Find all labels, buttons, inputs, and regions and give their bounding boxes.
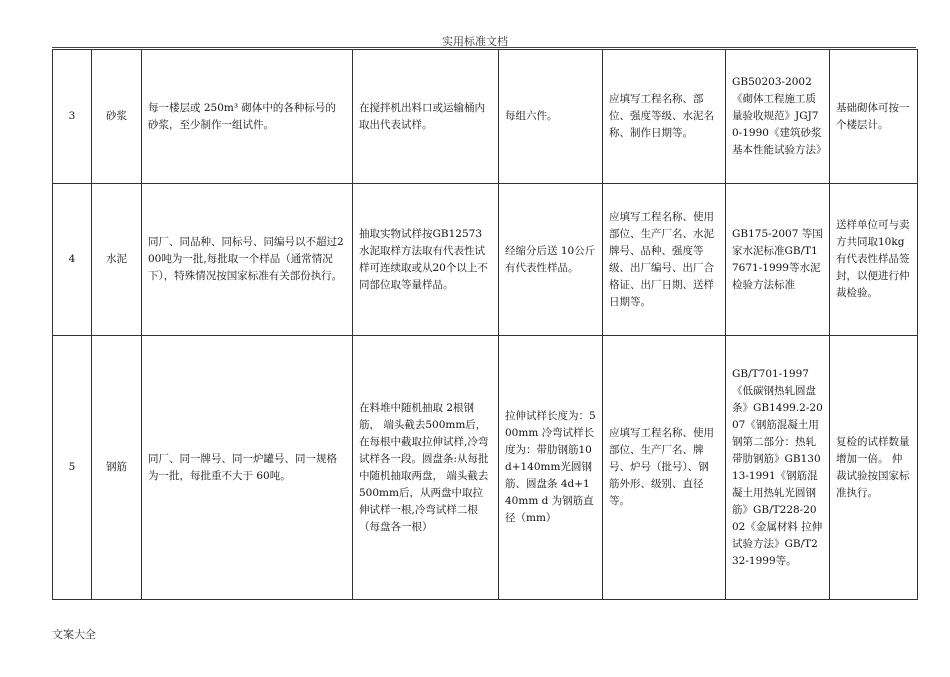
fill-requirements: 应填写工程名称、使用部位、生产厂名、牌号、炉号（批号）、钢筋外形、级别、直径等。 — [603, 336, 726, 600]
batch-rule: 同厂、同品种、同标号、同编号以不超过200吨为一批,每批取一个样品（通常情况下），特殊情况按国家标准有关部份执行。 — [142, 184, 353, 336]
batch-rule: 同厂、同一牌号、同一炉罐号、同一规格为一批，每批重不大于 60吨。 — [142, 336, 353, 600]
test-standard: GB175-2007 等国家水泥标准GB/T17671-1999等水泥检验方法标准 — [726, 184, 830, 336]
row-number: 4 — [53, 184, 92, 336]
sample-quantity: 拉伸试样长度为：500mm 冷弯试样长度为：带肋钢筋10d+140mm光圆钢筋、圆盘条 4d+140mm d 为钢筋直径（mm） — [499, 336, 603, 600]
row-number: 5 — [53, 336, 92, 600]
page-header: 实用标准文档 — [442, 35, 508, 48]
material-name: 砂浆 — [92, 50, 142, 184]
fill-requirements: 应填写工程名称、使用部位、生产厂名、水泥牌号、品种、强度等级、出厂编号、出厂合格证、出厂日期、送样日期等。 — [603, 184, 726, 336]
test-standard: GB50203-2002《砌体工程施工质量验收规范》JGJ70-1990《建筑砂浆基本性能试验方法》 — [726, 50, 830, 184]
batch-rule: 每一楼层或 250m³ 砌体中的各种标号的砂浆，至少制作一组试件。 — [142, 50, 353, 184]
sample-quantity: 每组六件。 — [499, 50, 603, 184]
row-number: 3 — [53, 50, 92, 184]
material-testing-table — [52, 49, 918, 600]
fill-requirements: 应填写工程名称、部位、强度等级、水泥名称、制作日期等。 — [603, 50, 726, 184]
sample-quantity: 经缩分后送 10公斤有代表性样品。 — [499, 184, 603, 336]
remarks: 送样单位可与卖方共同取10kg有代表性样品签封，以便进行仲裁检验。 — [830, 184, 918, 336]
page-footer: 文案大全 — [52, 628, 96, 641]
table-row — [53, 50, 918, 184]
table-row — [53, 184, 918, 336]
sampling-method: 抽取实物试样按GB12573 水泥取样方法取有代表性试样可连续取或从20个以上不同部位取等量样品。 — [353, 184, 499, 336]
header-rule — [52, 47, 916, 48]
remarks: 基础砌体可按一个楼层计。 — [830, 50, 918, 184]
material-name: 钢筋 — [92, 336, 142, 600]
sampling-method: 在搅拌机出料口或运输桶内取出代表试样。 — [353, 50, 499, 184]
material-name: 水泥 — [92, 184, 142, 336]
remarks: 复检的试样数量增加一倍。 仲裁试验按国家标准执行。 — [830, 336, 918, 600]
test-standard: GB/T701-1997《低碳钢热轧圆盘条》GB1499.2-2007《钢筋混凝土用钢第二部分：热轧带肋钢筋》GB13013-1991《钢筋混凝土用热轧光圆钢筋》GB/T228-2002《金属材料 拉伸试验方法》GB/T232-1999等。 — [726, 336, 830, 600]
table-row — [53, 336, 918, 600]
sampling-method: 在料堆中随机抽取 2根钢筋， 端头截去500mm后，在每根中截取拉伸试样,冷弯试样各一段。圆盘条:从每批中随机抽取两盘， 端头截去500mm后，从两盘中取拉伸试样一根,冷弯试样二根（每盘各一根） — [353, 336, 499, 600]
